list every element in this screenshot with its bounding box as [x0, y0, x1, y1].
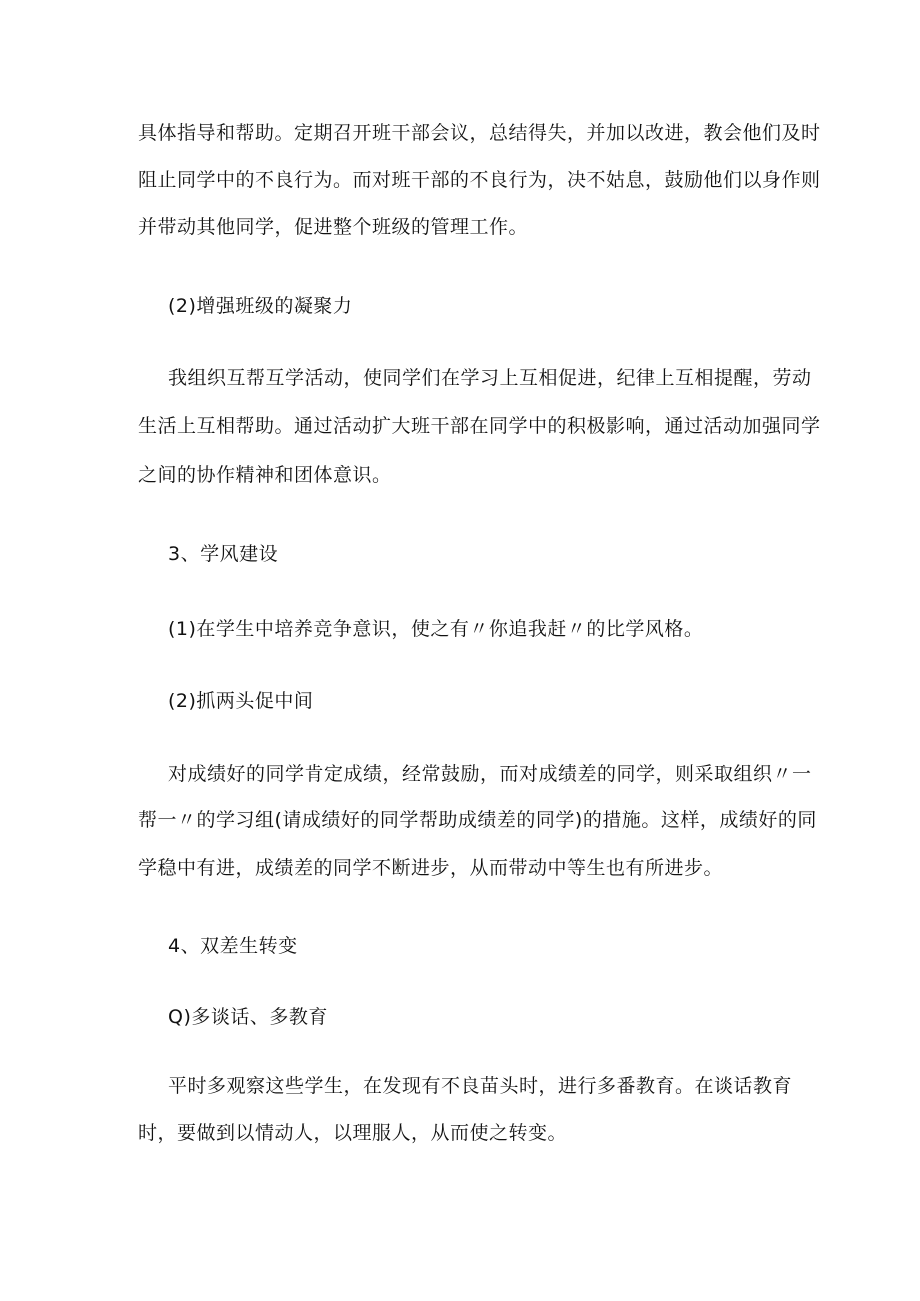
paragraph-line: 我组织互帮互学活动，使同学们在学习上互相促进，纪律上互相提醒，劳动 — [168, 367, 812, 389]
paragraph-line: 并带动其他同学，促进整个班级的管理工作。 — [138, 216, 529, 238]
section-heading: (2)抓两头促中间 — [168, 690, 314, 712]
paragraph-line: 帮一〃的学习组(请成绩好的同学帮助成绩差的同学)的措施。这样，成绩好的同 — [138, 809, 817, 831]
section-heading: 3、学风建设 — [168, 543, 279, 565]
section-heading: (2)增强班级的凝聚力 — [168, 295, 353, 317]
paragraph-line: 之间的协作精神和团体意识。 — [138, 464, 392, 486]
paragraph-line: 生活上互相帮助。通过活动扩大班干部在同学中的积极影响，通过活动加强同学 — [138, 415, 821, 437]
paragraph-line: (1)在学生中培养竞争意识，使之有〃你追我赶〃的比学风格。 — [168, 618, 704, 640]
paragraph-line: 对成绩好的同学肯定成绩，经常鼓励，而对成绩差的同学，则采取组织〃一 — [168, 763, 812, 785]
paragraph-line: 平时多观察这些学生，在发现有不良苗头时，进行多番教育。在谈话教育 — [168, 1075, 793, 1097]
section-heading: Q)多谈话、多教育 — [168, 1006, 328, 1028]
paragraph-line: 时，要做到以情动人，以理服人，从而使之转变。 — [138, 1122, 568, 1144]
paragraph-line: 阻止同学中的不良行为。而对班干部的不良行为，决不姑息，鼓励他们以身作则 — [138, 169, 821, 191]
paragraph-line: 学稳中有进，成绩差的同学不断进步，从而带动中等生也有所进步。 — [138, 857, 724, 879]
section-heading: 4、双差生转变 — [168, 935, 298, 957]
paragraph-line: 具体指导和帮助。定期召开班干部会议，总结得失，并加以改进，教会他们及时 — [138, 122, 821, 144]
